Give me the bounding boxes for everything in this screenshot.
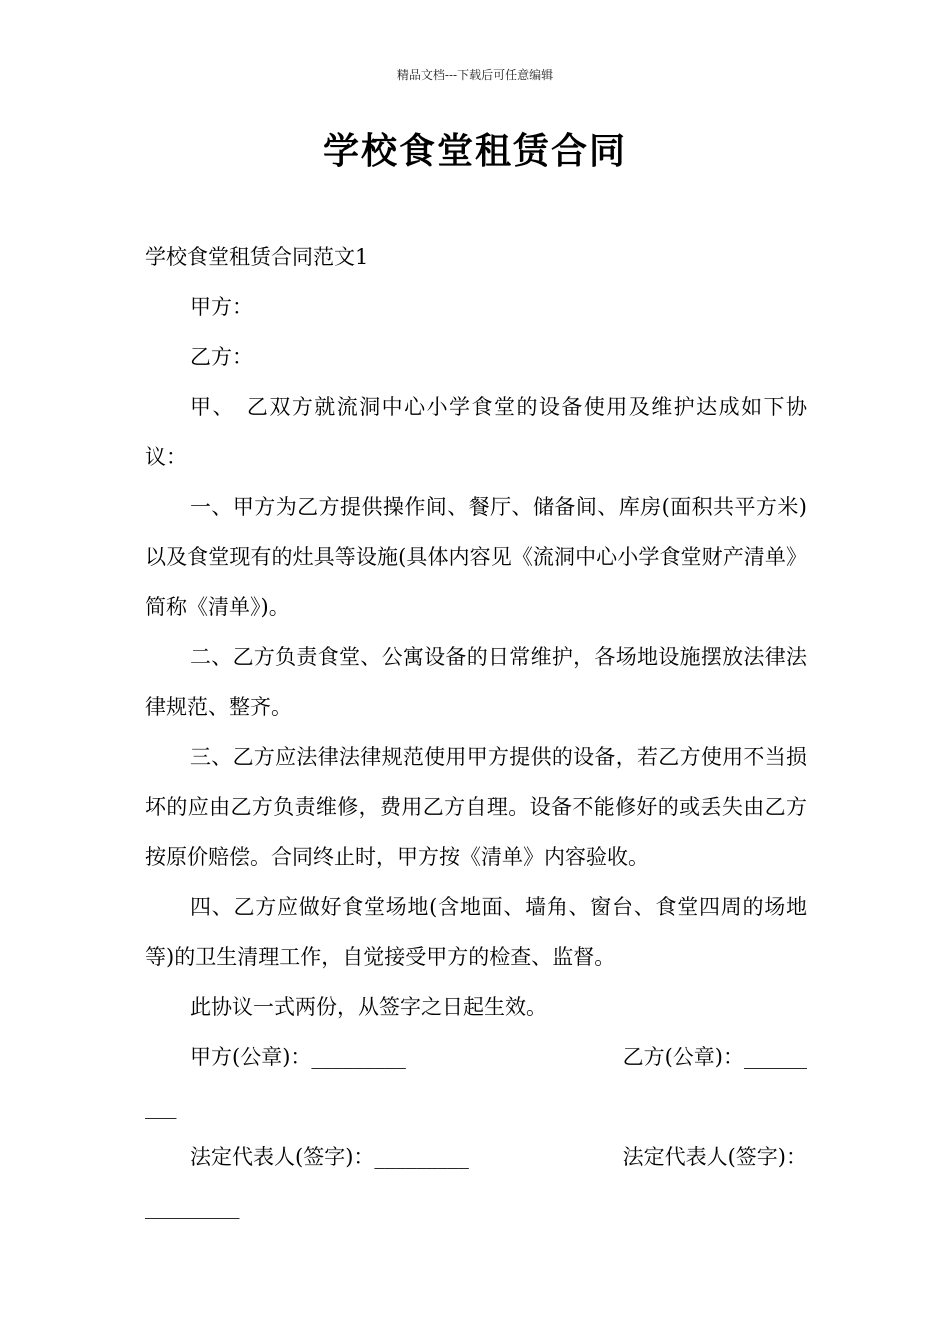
party-b-representative-field: 法定代表人(签字)：: [622, 1145, 807, 1169]
seal-row: [145, 1032, 807, 1082]
agreement-intro: 甲、 乙双方就流洞中心小学食堂的设备使用及维护达成如下协议：: [145, 395, 807, 469]
contract-subtitle: 学校食堂租赁合同范文1: [145, 245, 369, 269]
document-body: [145, 232, 807, 1232]
party-a-line: 甲方：: [190, 295, 253, 319]
party-b-seal-field: 乙方(公章)：______: [622, 1045, 807, 1069]
party-a-representative-field: 法定代表人(签字)：_________: [190, 1145, 469, 1169]
party-a-seal-field: 甲方(公章)：_________: [190, 1045, 406, 1069]
clause-3: 三、乙方应法律法律规范使用甲方提供的设备，若乙方使用不当损坏的应由乙方负责维修，费用乙方自理。设备不能修好的或丢失由乙方按原价赔偿。合同终止时，甲方按《清单》内容验收。: [145, 745, 807, 869]
party-b-line: 乙方：: [190, 345, 253, 369]
clause-2: 二、乙方负责食堂、公寓设备的日常维护，各场地设施摆放法律法律规范、整齐。: [145, 645, 807, 719]
clause-4: 四、乙方应做好食堂场地(含地面、墙角、窗台、食堂四周的场地等)的卫生清理工作，自觉接受甲方的检查、监督。: [145, 895, 807, 969]
header-note: 精品文档---下载后可任意编辑: [396, 68, 554, 82]
document-title: 学校食堂租赁合同: [322, 131, 627, 172]
clause-1: 一、甲方为乙方提供操作间、餐厅、储备间、库房(面积共平方米)以及食堂现有的灶具等设施(具体内容见《流洞中心小学食堂财产清单》简称《清单》)。: [145, 495, 807, 619]
party-b-seal-continuation: ___: [145, 1095, 177, 1119]
party-b-representative-continuation: _________: [145, 1195, 240, 1219]
effective-clause: 此协议一式两份，从签字之日起生效。: [190, 995, 547, 1019]
representative-row: [145, 1132, 807, 1182]
